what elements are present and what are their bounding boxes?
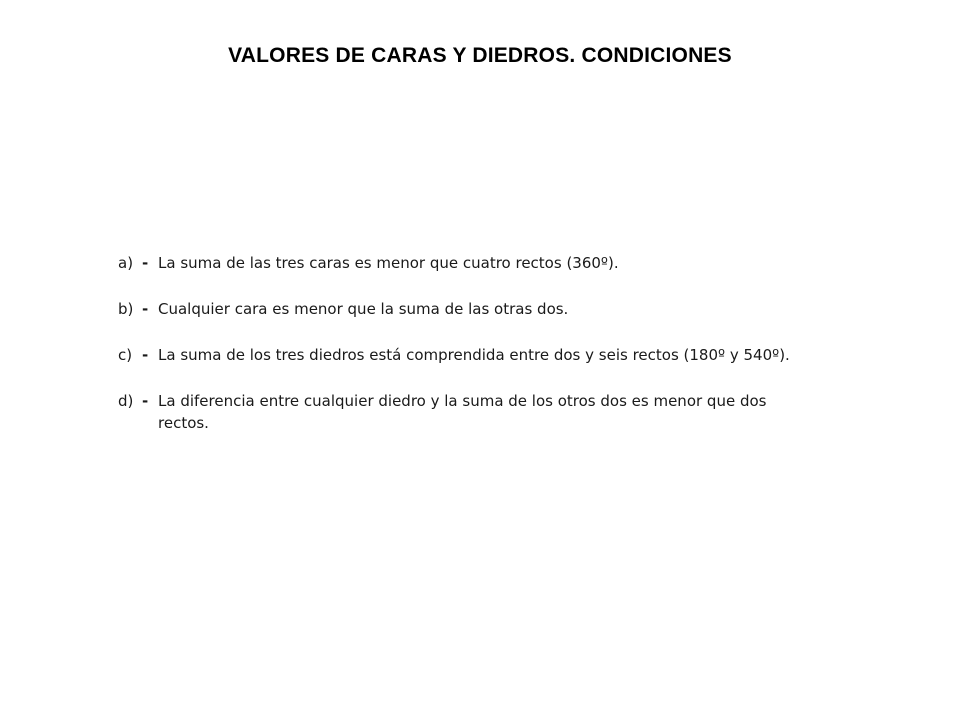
condition-marker: c)	[118, 346, 133, 364]
conditions-list	[118, 252, 798, 434]
condition-text: Cualquier cara es menor que la suma de las otras dos.	[158, 300, 569, 318]
condition-dash: -	[142, 254, 149, 272]
condition-item-d	[118, 390, 798, 434]
page-title: VALORES DE CARAS Y DIEDROS. CONDICIONES	[228, 44, 732, 67]
condition-text: La diferencia entre cualquier diedro y la suma de los otros dos es menor que dos rectos.	[158, 392, 767, 432]
condition-item-c	[118, 344, 798, 366]
condition-dash: -	[142, 300, 149, 318]
condition-dash: -	[142, 346, 149, 364]
condition-marker: d)	[118, 392, 134, 410]
condition-item-b	[118, 298, 798, 320]
condition-dash: -	[142, 392, 149, 410]
condition-marker: a)	[118, 254, 134, 272]
condition-marker: b)	[118, 300, 134, 318]
condition-text: La suma de los tres diedros está comprendida entre dos y seis rectos (180º y 540º).	[158, 346, 790, 364]
condition-text: La suma de las tres caras es menor que cuatro rectos (360º).	[158, 254, 619, 272]
condition-item-a	[118, 252, 798, 274]
